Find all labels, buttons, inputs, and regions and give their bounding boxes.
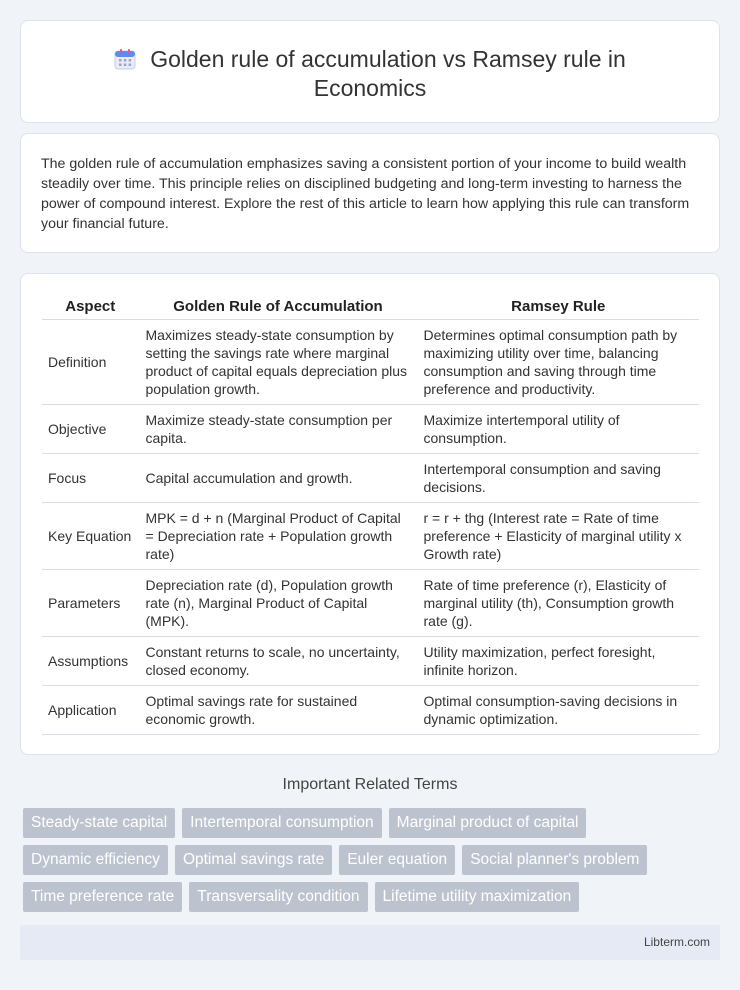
row-aspect: Focus xyxy=(42,454,139,503)
row-golden: Constant returns to scale, no uncertainty, closed economy. xyxy=(139,637,417,686)
related-term-tag[interactable]: Time preference rate xyxy=(23,882,182,912)
related-term-tag[interactable]: Lifetime utility maximization xyxy=(375,882,580,912)
row-aspect: Parameters xyxy=(42,570,139,637)
row-golden: Maximizes steady-state consumption by setting the savings rate where marginal product of capital equals depreciation plus population growth. xyxy=(139,320,417,405)
table-row xyxy=(42,454,699,503)
table-row xyxy=(42,405,699,454)
table-row xyxy=(42,320,699,405)
related-terms-row xyxy=(23,808,586,838)
title-card xyxy=(20,20,720,123)
related-term-tag[interactable]: Steady-state capital xyxy=(23,808,175,838)
related-term-tag[interactable]: Dynamic efficiency xyxy=(23,845,168,875)
intro-card xyxy=(20,133,720,253)
related-term-tag[interactable]: Optimal savings rate xyxy=(175,845,332,875)
row-aspect: Assumptions xyxy=(42,637,139,686)
intro-paragraph: The golden rule of accumulation emphasizes saving a consistent portion of your income to build wealth steadily over time. This principle relies on disciplined budgeting and long-term investing to harness the power of compound interest. Explore the rest of this article to learn how applying this rule can transform your financial future. xyxy=(41,156,690,232)
row-aspect: Key Equation xyxy=(42,503,139,570)
row-golden: Capital accumulation and growth. xyxy=(139,454,417,503)
row-aspect: Application xyxy=(42,686,139,735)
related-term-tag[interactable]: Euler equation xyxy=(339,845,455,875)
comparison-card xyxy=(20,273,720,755)
row-ramsey: Utility maximization, perfect foresight, infinite horizon. xyxy=(417,637,699,686)
page-title-text: Golden rule of accumulation vs Ramsey rule in Economics xyxy=(150,46,626,101)
footer-site-link[interactable]: Libterm.com xyxy=(643,935,710,949)
table-row xyxy=(42,570,699,637)
related-terms-title: Important Related Terms xyxy=(282,776,458,793)
header-aspect: Aspect xyxy=(42,294,139,320)
row-ramsey: Determines optimal consumption path by maximizing utility over time, balancing consumption and saving through time preference and productivity. xyxy=(417,320,699,405)
row-golden: Depreciation rate (d), Population growth rate (n), Marginal Product of Capital (MPK). xyxy=(139,570,417,637)
row-golden: MPK = d + n (Marginal Product of Capital = Depreciation rate + Population growth rate) xyxy=(139,503,417,570)
row-ramsey: Rate of time preference (r), Elasticity of marginal utility (th), Consumption growth rate (g). xyxy=(417,570,699,637)
row-ramsey: Intertemporal consumption and saving decisions. xyxy=(417,454,699,503)
row-golden: Maximize steady-state consumption per capita. xyxy=(139,405,417,454)
row-aspect: Objective xyxy=(42,405,139,454)
table-row xyxy=(42,503,699,570)
row-ramsey: r = r + thg (Interest rate = Rate of time preference + Elasticity of marginal utility x Growth rate) xyxy=(417,503,699,570)
header-ramsey-rule: Ramsey Rule xyxy=(417,294,699,320)
comparison-table xyxy=(42,294,699,735)
page-title xyxy=(21,45,719,103)
related-term-tag[interactable]: Intertemporal consumption xyxy=(182,808,382,838)
table-row xyxy=(42,686,699,735)
row-ramsey: Maximize intertemporal utility of consumption. xyxy=(417,405,699,454)
related-term-tag[interactable]: Marginal product of capital xyxy=(389,808,587,838)
table-row xyxy=(42,637,699,686)
footer xyxy=(20,925,720,960)
row-golden: Optimal savings rate for sustained economic growth. xyxy=(139,686,417,735)
calendar-icon xyxy=(114,48,136,70)
related-term-tag[interactable]: Transversality condition xyxy=(189,882,367,912)
related-terms-row xyxy=(23,845,647,875)
related-terms-row xyxy=(23,882,579,912)
header-golden-rule: Golden Rule of Accumulation xyxy=(139,294,417,320)
table-header-row xyxy=(42,294,699,320)
row-aspect: Definition xyxy=(42,320,139,405)
related-term-tag[interactable]: Social planner's problem xyxy=(462,845,647,875)
row-ramsey: Optimal consumption-saving decisions in dynamic optimization. xyxy=(417,686,699,735)
